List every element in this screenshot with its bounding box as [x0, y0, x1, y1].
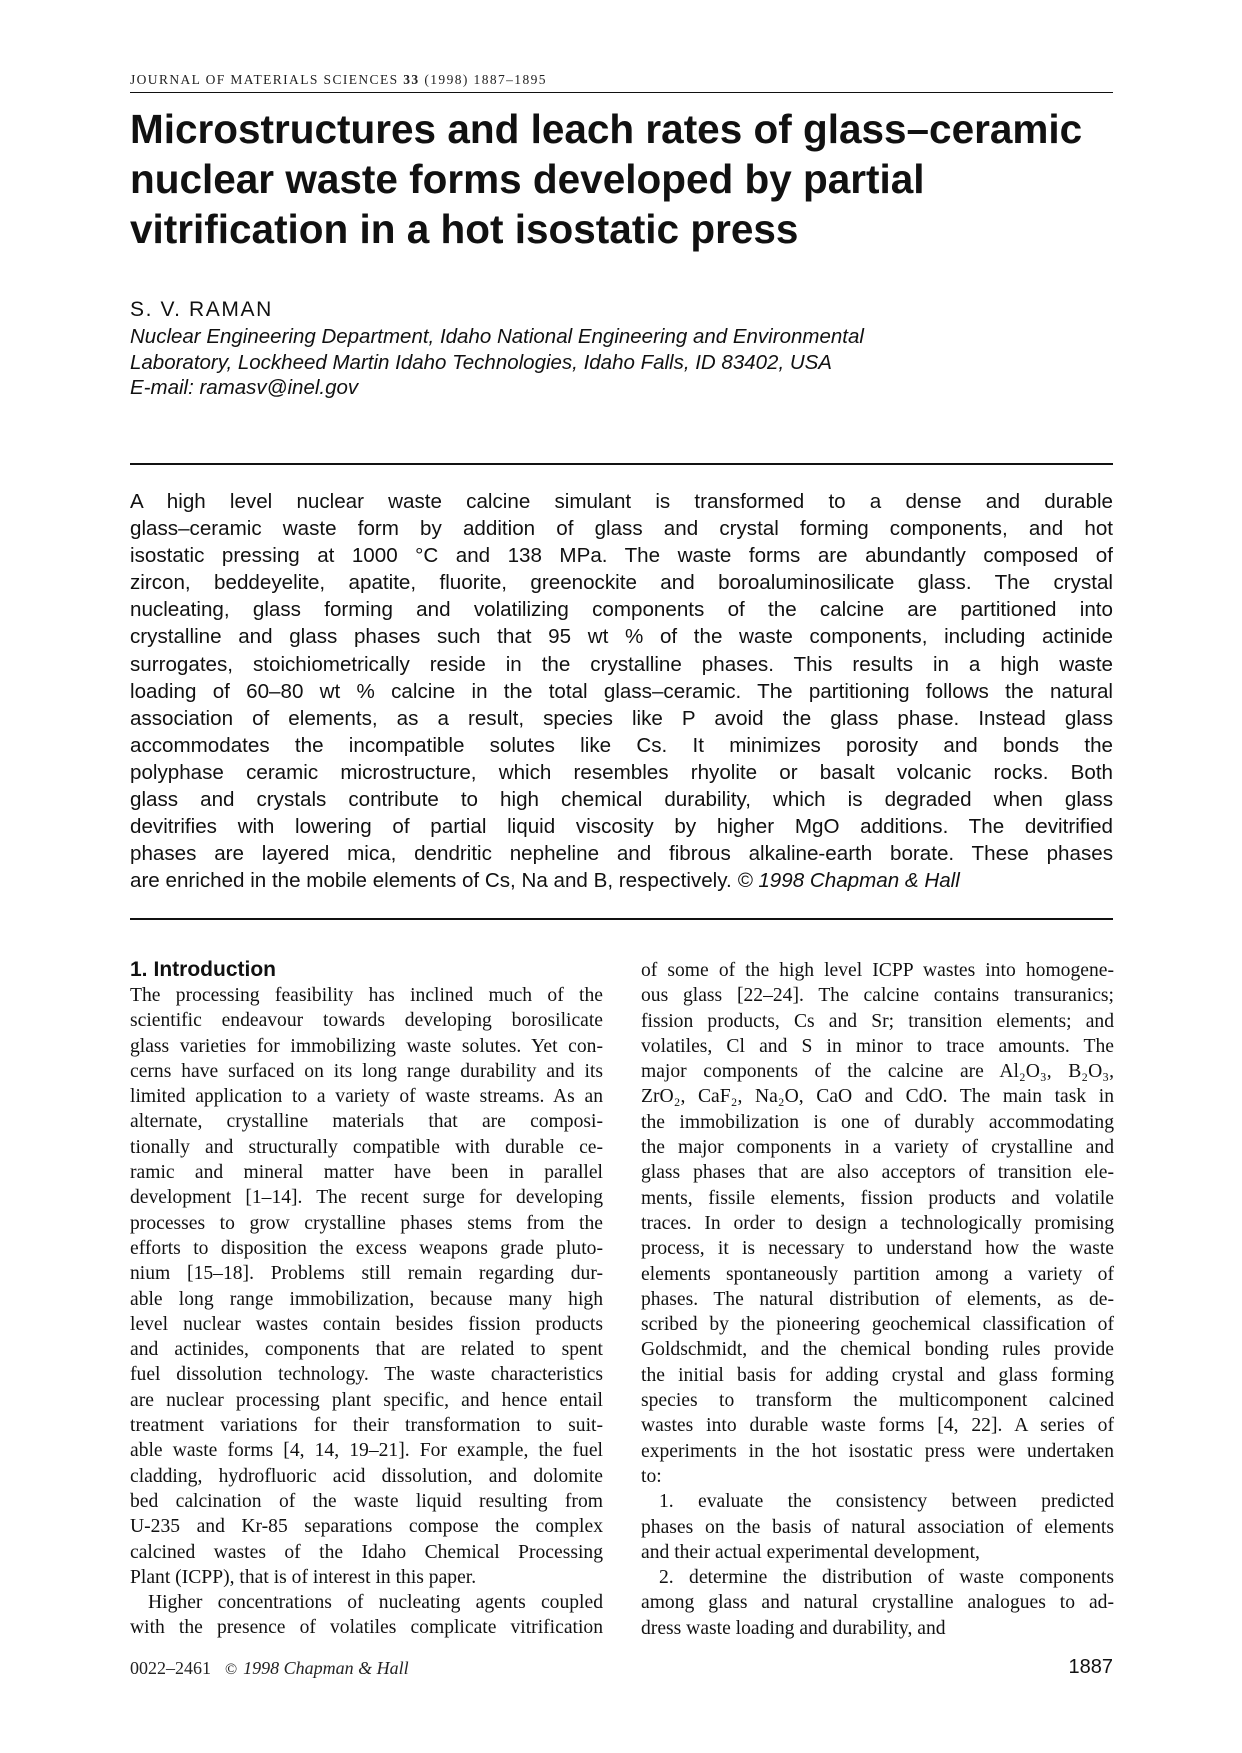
body-text-line: glass phases that are also acceptors of transition ele- [641, 1162, 1114, 1184]
body-text-line: calcined wastes of the Idaho Chemical Processing [130, 1541, 603, 1563]
body-text-line: Goldschmidt, and the chemical bonding rules provide [641, 1339, 1114, 1361]
body-text-line: level nuclear wastes contain besides fission products [130, 1313, 603, 1335]
abstract-line: accommodates the incompatible solutes like Cs. It minimizes porosity and bonds the [130, 733, 1113, 757]
body-text-line: species to transform the multicomponent calcined [641, 1390, 1114, 1412]
journal-name: JOURNAL OF MATERIALS SCIENCES [130, 72, 399, 87]
body-text-line: the immobilization is one of durably accommodating [641, 1111, 1114, 1133]
body-text-line: glass varieties for immobilizing waste solutes. Yet con- [130, 1035, 603, 1057]
abstract-line: phases are layered mica, dendritic nepheline and fibrous alkaline-earth borate. These phases [130, 842, 1113, 866]
body-text-line: volatiles, Cl and S in minor to trace amounts. The [641, 1035, 1114, 1057]
journal-volume: 33 [403, 72, 420, 87]
body-text-line: nium [15–18]. Problems still remain regarding dur- [130, 1263, 603, 1285]
author-name: S. V. RAMAN [130, 298, 273, 321]
article-title [130, 104, 1113, 254]
abstract-top-rule [130, 463, 1113, 465]
author-affiliation [130, 324, 1113, 401]
abstract-line: devitrifies with lowering of partial liquid viscosity by higher MgO additions. The devitrified [130, 815, 1113, 839]
right-column [641, 958, 1114, 1641]
body-text-line: among glass and natural crystalline analogues to ad- [641, 1592, 1114, 1614]
body-text-line: fission products, Cs and Sr; transition elements; and [641, 1010, 1114, 1032]
body-text-line: are nuclear processing plant specific, and hence entail [130, 1389, 603, 1411]
body-text-line: major components of the calcine are Al₂O₃, B₂O₃, [641, 1061, 1114, 1083]
author-email: E-mail: ramasv@inel.gov [130, 376, 359, 399]
footer-publisher: 1998 Chapman & Hall [243, 1658, 409, 1678]
page-footer [130, 1658, 409, 1679]
body-text-line: to: [641, 1465, 662, 1487]
section-title: Introduction [153, 958, 276, 981]
affiliation-line: Nuclear Engineering Department, Idaho National Engineering and Environmental [130, 325, 864, 348]
body-text-line: processes to grow crystalline phases stems from the [130, 1212, 603, 1234]
title-line: Microstructures and leach rates of glass–ceramic [130, 106, 1083, 152]
abstract-line: surrogates, stoichiometrically reside in the crystalline phases. This results in a high waste [130, 652, 1113, 676]
abstract-line: zircon, beddeyelite, apatite, fluorite, greenockite and boroaluminosilicate glass. The crystal [130, 571, 1113, 595]
body-text-line: cerns have surfaced on its long range durability and its [130, 1060, 603, 1082]
abstract-line: glass and crystals contribute to high chemical durability, which is degraded when glass [130, 788, 1113, 812]
issn: 0022–2461 [130, 1658, 211, 1678]
abstract-line: isostatic pressing at 1000 °C and 138 MPa. The waste forms are abundantly composed of [130, 544, 1113, 568]
left-column [130, 983, 603, 1641]
body-text-line: phases on the basis of natural association of elements [641, 1516, 1114, 1538]
body-text-line: Plant (ICPP), that is of interest in this paper. [130, 1566, 477, 1588]
body-text-line: ous glass [22–24]. The calcine contains transuranics; [641, 985, 1114, 1007]
abstract-line: are enriched in the mobile elements of Cs, Na and B, respectively. © 1998 Chapman & Hall [130, 869, 960, 893]
title-line: nuclear waste forms developed by partial [130, 156, 925, 202]
body-text-line: ments, fissile elements, fission products and volatile [641, 1187, 1114, 1209]
body-text-line: treatment variations for their transformation to suit- [130, 1415, 603, 1437]
body-text-line: The processing feasibility has inclined much of the [130, 985, 603, 1006]
body-text-line: ZrO₂, CaF₂, Na₂O, CaO and CdO. The main task in [641, 1086, 1114, 1108]
body-text-line: able long range immobilization, because many high [130, 1288, 603, 1310]
body-text-line: elements spontaneously partition among a variety of [641, 1263, 1114, 1285]
body-text-line: and actinides, components that are related to spent [130, 1339, 603, 1361]
body-text-line: ramic and mineral matter have been in parallel [130, 1162, 603, 1184]
abstract-copyright: © 1998 Chapman & Hall [737, 869, 960, 893]
body-text-line: process, it is necessary to understand how the waste [641, 1238, 1114, 1260]
body-text-line: U-235 and Kr-85 separations compose the complex [130, 1516, 603, 1538]
body-text-line: and their actual experimental development, [641, 1541, 980, 1563]
affiliation-line: Laboratory, Lockheed Martin Idaho Technologies, Idaho Falls, ID 83402, USA [130, 350, 832, 374]
body-text-line: tionally and structurally compatible with durable ce- [130, 1136, 603, 1158]
body-text-line: bed calcination of the waste liquid resulting from [130, 1490, 603, 1512]
abstract-line: association of elements, as a result, species like P avoid the glass phase. Instead glass [130, 706, 1113, 730]
body-text-line: 2. determine the distribution of waste components [659, 1567, 1114, 1589]
copyright-icon: © [225, 1661, 238, 1678]
title-line: vitrification in a hot isostatic press [130, 206, 799, 252]
body-text-line: scientific endeavour towards developing borosilicate [130, 1010, 603, 1032]
body-text-line: of some of the high level ICPP wastes into homogene- [641, 960, 1114, 981]
body-text-line: Higher concentrations of nucleating agents coupled [148, 1592, 603, 1614]
body-text-line: fuel dissolution technology. The waste characteristics [130, 1364, 603, 1386]
body-text-line: 1. evaluate the consistency between predicted [659, 1491, 1114, 1513]
section-number: 1. [130, 958, 148, 981]
abstract-line: A high level nuclear waste calcine simulant is transformed to a dense and durable [130, 490, 1113, 513]
body-text-line: development [1–14]. The recent surge for developing [130, 1187, 603, 1209]
body-text-line: dress waste loading and durability, and [641, 1617, 946, 1639]
body-text-line: scribed by the pioneering geochemical classification of [641, 1314, 1114, 1336]
body-text-line: the initial basis for adding crystal and glass forming [641, 1364, 1114, 1386]
body-text-line: experiments in the hot isostatic press were undertaken [641, 1440, 1114, 1462]
abstract-line: crystalline and glass phases such that 95 wt % of the waste components, including actinide [130, 625, 1113, 649]
header-rule [130, 92, 1113, 93]
abstract [130, 488, 1113, 894]
journal-year-pages: (1998) 1887–1895 [424, 72, 547, 87]
running-header [130, 72, 547, 88]
body-text-line: alternate, crystalline materials that are composi- [130, 1111, 603, 1133]
body-text-line: efforts to disposition the excess weapons grade pluto- [130, 1237, 603, 1259]
body-text-line: with the presence of volatiles complicate vitrification [130, 1617, 603, 1639]
abstract-line: polyphase ceramic microstructure, which resembles rhyolite or basalt volcanic rocks. Both [130, 760, 1113, 784]
section-heading [130, 958, 276, 982]
body-text-line: wastes into durable waste forms [4, 22]. A series of [641, 1415, 1114, 1437]
body-text-line: phases. The natural distribution of elements, as de- [641, 1288, 1114, 1310]
abstract-line: nucleating, glass forming and volatilizing components of the calcine are partitioned into [130, 598, 1113, 622]
abstract-line: glass–ceramic waste form by addition of glass and crystal forming components, and hot [130, 517, 1113, 541]
abstract-bottom-rule [130, 918, 1113, 920]
body-text-line: cladding, hydrofluoric acid dissolution, and dolomite [130, 1465, 603, 1487]
abstract-line: loading of 60–80 wt % calcine in the total glass–ceramic. The partitioning follows the natural [130, 679, 1113, 703]
page-number: 1887 [1068, 1656, 1113, 1678]
body-text-line: traces. In order to design a technologically promising [641, 1212, 1114, 1234]
body-text-line: the major components in a variety of crystalline and [641, 1137, 1114, 1159]
body-text-line: able waste forms [4, 14, 19–21]. For example, the fuel [130, 1440, 603, 1462]
body-text-line: limited application to a variety of waste streams. As an [130, 1086, 603, 1108]
